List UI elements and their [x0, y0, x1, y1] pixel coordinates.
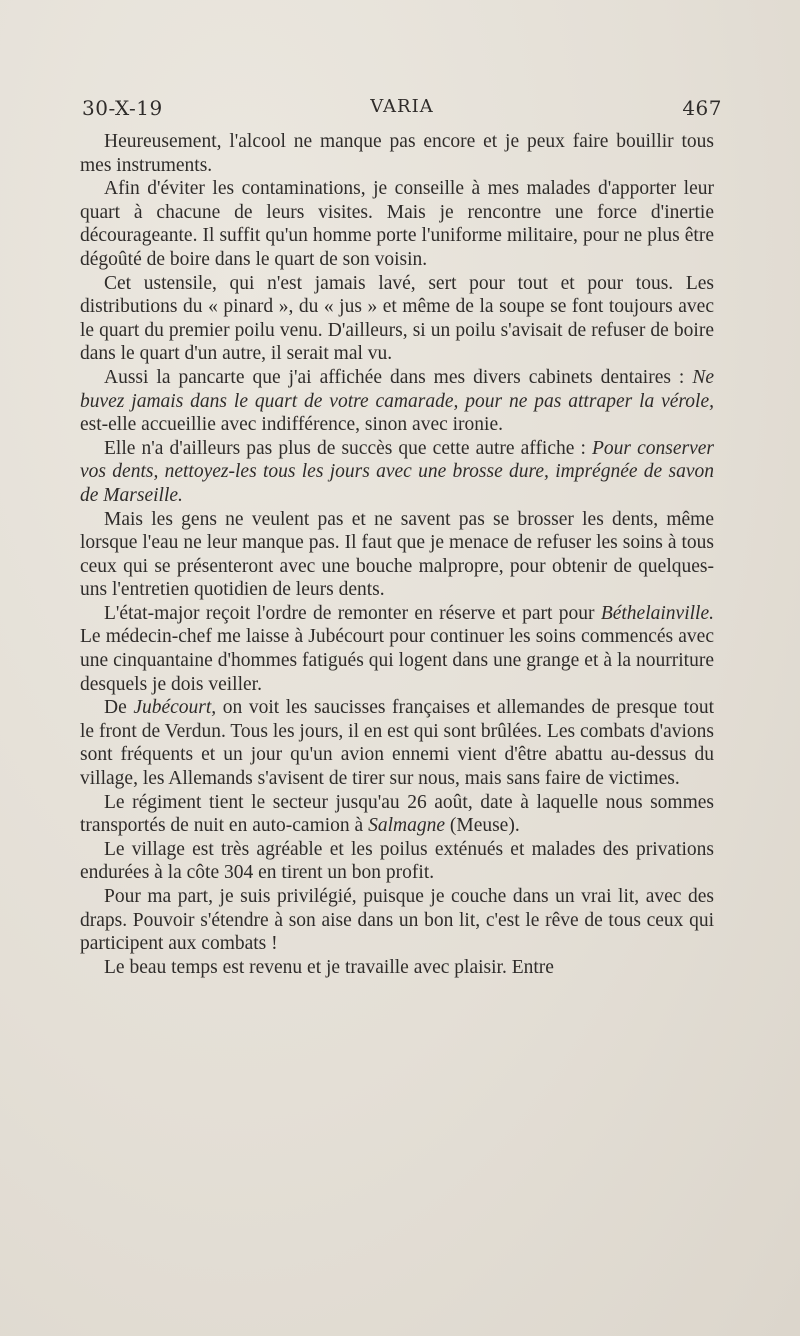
header-date: 30-X-19	[82, 96, 163, 120]
paragraph	[80, 130, 714, 177]
header-section-title: VARIA	[370, 96, 434, 117]
text-run: (Meuse).	[444, 815, 520, 837]
text-run: Elle n'a d'ailleurs pas plus de succès que cette autre affiche :	[104, 437, 593, 459]
paragraph	[80, 272, 714, 366]
text-run: est-elle accueillie avec indifférence, sinon avec ironie.	[80, 414, 504, 436]
text-run: Le médecin-chef me laisse à Jubécourt pour continuer les soins commencés avec une cinquantaine d'hommes fatigués qui logent dans une grange et à la nourriture desquels je dois veiller.	[80, 626, 714, 695]
paragraph	[80, 791, 714, 838]
text-run: L'état-major reçoit l'ordre de remonter en réserve et part pour	[104, 602, 601, 624]
italic-text: Salmagne	[368, 815, 445, 837]
text-run: Pour ma part, je suis privilégié, puisque je couche dans un vrai lit, avec des draps. Pouvoir s'étendre à son aise dans un bon lit, c'est le rêve de tous ceux qui participent aux combats !	[80, 886, 714, 955]
text-run: De	[104, 697, 134, 719]
paragraph	[80, 177, 714, 271]
paragraph	[80, 885, 714, 956]
paragraph	[80, 437, 714, 508]
paragraph	[80, 838, 714, 885]
text-run: Heureusement, l'alcool ne manque pas encore et je peux faire bouillir tous mes instruments.	[80, 131, 714, 176]
paragraph	[80, 602, 714, 696]
text-run: on voit les saucisses françaises et allemandes de presque tout le front de Verdun. Tous les jours, il en est qui sont brûlées. Les combats d'avions sont fréquents et un jour qu'un avion ennemi vient d'être abattu au-dessus du village, les Allemands s'avisent de tirer sur nous, mais sans faire de victimes.	[80, 697, 714, 790]
text-run: Le beau temps est revenu et je travaille avec plaisir. Entre	[104, 956, 554, 978]
page-body-text	[80, 130, 714, 979]
text-run: Aussi la pancarte que j'ai affichée dans mes divers cabinets dentaires :	[104, 366, 693, 388]
italic-text: Béthelainville.	[600, 602, 714, 624]
running-header	[82, 96, 722, 126]
text-run: Le village est très agréable et les poilus exténués et malades des privations endurées à la côte 304 en tirent un bon profit.	[80, 838, 714, 884]
text-run: Mais les gens ne veulent pas et ne savent pas se brosser les dents, même lorsque l'eau ne leur manque pas. Il faut que je menace de refuser les soins à tous ceux qui se présenteront avec une bouche malpropre, pour obtenir de quelques-uns l'entretien quotidien de leurs dents.	[80, 508, 714, 601]
paragraph	[80, 696, 714, 790]
text-run: Afin d'éviter les contaminations, je conseille à mes malades d'apporter leur quart à chacune de leurs visites. Mais je rencontre une force d'inertie décourageante. Il suffit qu'un homme porte l'uniforme militaire, pour ne plus être dégoûté de boire dans le quart de son voisin.	[80, 178, 714, 270]
text-run: Le régiment tient le secteur jusqu'au 26 août, date à laquelle nous sommes transportés de nuit en auto-camion à	[80, 791, 714, 837]
text-run: Cet ustensile, qui n'est jamais lavé, sert pour tout et pour tous. Les distributions du « pinard », du « jus » et même de la soupe se font toujours avec le quart du premier poilu venu. D'ailleurs, si un poilu s'avisait de refuser de boire dans le quart d'un autre, il serait mal vu.	[80, 272, 714, 365]
italic-text: Ne buvez jamais dans le quart de votre camarade, pour ne pas attraper la vérole,	[80, 366, 714, 412]
italic-text: Jubécourt,	[133, 697, 217, 719]
paragraph	[80, 956, 714, 980]
page-number: 467	[682, 96, 722, 120]
paragraph	[80, 508, 714, 602]
italic-text: Pour conserver vos dents, nettoyez-les tous les jours avec une brosse dure, imprégnée de savon de Marseille.	[80, 437, 714, 506]
paragraph	[80, 366, 714, 437]
